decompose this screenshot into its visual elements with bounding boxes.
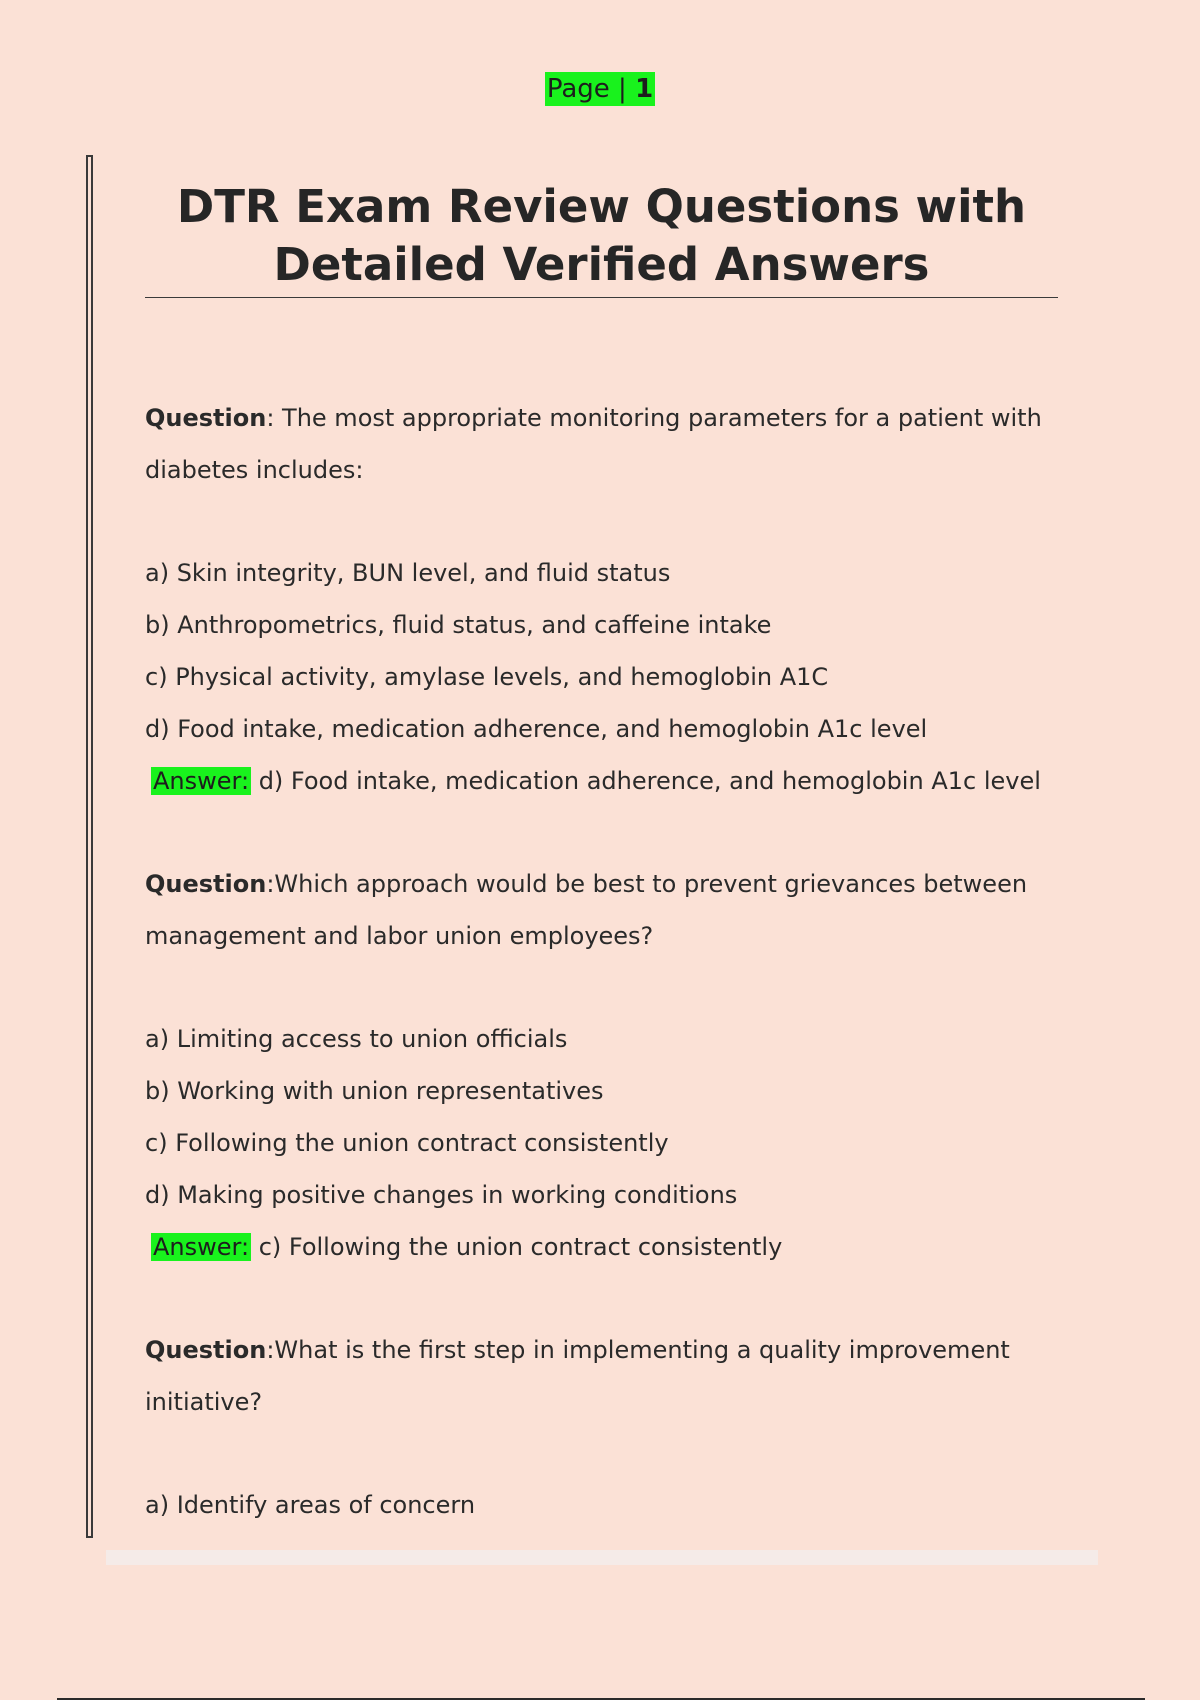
spacer [145, 807, 1065, 858]
question-label: Question [145, 404, 267, 432]
option-item: a) Limiting access to union officials [145, 1025, 568, 1053]
page-header [0, 72, 1200, 106]
option-item: a) Identify areas of concern [145, 1491, 476, 1519]
title-line-2: Detailed Verified Answers [273, 238, 930, 291]
page-word: Page | [546, 74, 627, 104]
document-body [145, 392, 1065, 1531]
question-label: Question [145, 1336, 267, 1364]
answer-line [145, 755, 1065, 807]
page-bottom-strip [106, 1550, 1098, 1565]
title-line-1: DTR Exam Review Questions with [176, 180, 1027, 233]
option-item: d) Food intake, medication adherence, and hemoglobin A1c level [145, 715, 928, 743]
spacer [145, 1428, 1065, 1479]
document-title [145, 178, 1058, 294]
question-text [145, 1324, 1065, 1376]
answer-line [145, 1221, 1065, 1273]
option-item: b) Working with union representatives [145, 1077, 604, 1105]
answer-text: c) Following the union contract consistently [251, 1233, 783, 1261]
answer-label: Answer: [153, 767, 250, 795]
option-item: a) Skin integrity, BUN level, and fluid status [145, 559, 671, 587]
question-body: :What is the first step in implementing a quality improvement [266, 1336, 1010, 1364]
question-body: :Which approach would be best to prevent grievances between [266, 870, 1028, 898]
question-body: : The most appropriate monitoring parameters for a patient with [266, 404, 1042, 432]
question-text [145, 858, 1065, 910]
answer-label: Answer: [153, 1233, 250, 1261]
question-text-continued: diabetes includes: [145, 456, 364, 484]
question-label: Question [145, 870, 267, 898]
option-item: d) Making positive changes in working conditions [145, 1181, 738, 1209]
answer-text: d) Food intake, medication adherence, and hemoglobin A1c level [251, 767, 1041, 795]
question-text-continued: initiative? [145, 1388, 263, 1416]
page-number-label [545, 72, 655, 106]
title-underline [145, 297, 1058, 298]
spacer [145, 1273, 1065, 1324]
left-border-bar [86, 155, 93, 1538]
option-item: c) Physical activity, amylase levels, and hemoglobin A1C [145, 663, 829, 691]
question-text [145, 392, 1065, 444]
question-text-continued: management and labor union employees? [145, 922, 654, 950]
page-number: 1 [635, 74, 654, 104]
spacer [145, 496, 1065, 547]
option-item: b) Anthropometrics, fluid status, and caffeine intake [145, 611, 772, 639]
spacer [145, 962, 1065, 1013]
option-item: c) Following the union contract consistently [145, 1129, 669, 1157]
